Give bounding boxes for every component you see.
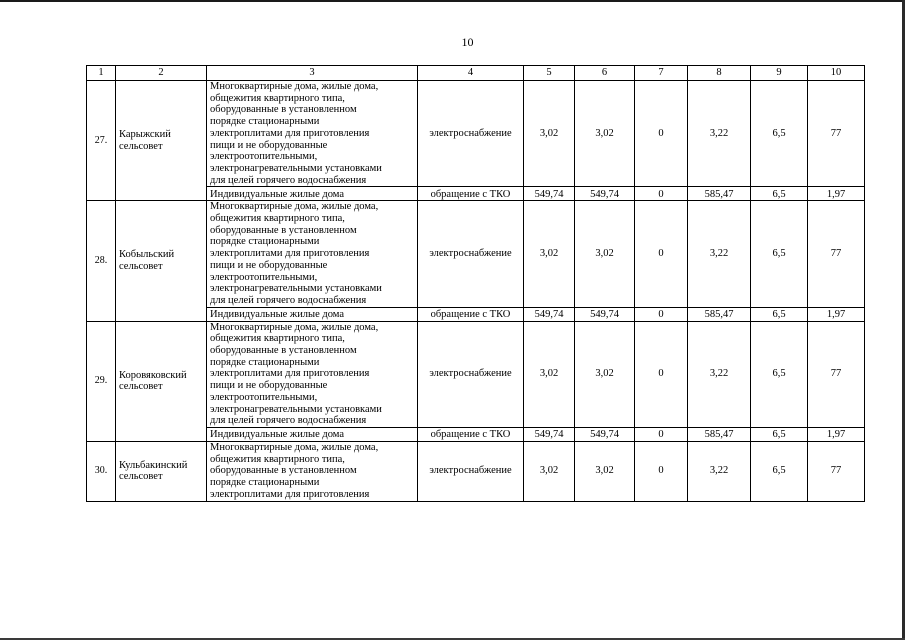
name-line: сельсовет	[119, 260, 163, 272]
desc-line: электронагревательными установками	[210, 403, 382, 415]
value-col-10: 77	[808, 441, 865, 501]
utility-service: обращение с ТКО	[418, 427, 524, 441]
desc-line: порядке стационарными	[210, 477, 320, 489]
value-col-6: 3,02	[575, 81, 635, 187]
municipality-name	[116, 81, 207, 201]
desc-line: порядке стационарными	[210, 116, 320, 128]
utility-service: электроснабжение	[418, 441, 524, 501]
consumer-category	[207, 81, 418, 187]
name-line: сельсовет	[119, 140, 163, 152]
header-cell-1: 1	[87, 66, 116, 81]
header-cell-5: 5	[524, 66, 575, 81]
name-line: сельсовет	[119, 381, 163, 393]
value-col-5: 3,02	[524, 321, 575, 427]
desc-line: Многоквартирные дома, жилые дома,	[210, 321, 379, 333]
value-col-9: 6,5	[751, 441, 808, 501]
desc-line: порядке стационарными	[210, 236, 320, 248]
utility-service: обращение с ТКО	[418, 187, 524, 201]
row-number: 29.	[87, 321, 116, 441]
value-col-7: 0	[635, 427, 688, 441]
header-cell-2: 2	[116, 66, 207, 81]
header-cell-9: 9	[751, 66, 808, 81]
value-col-10: 77	[808, 81, 865, 187]
value-col-9: 6,5	[751, 307, 808, 321]
row-number: 28.	[87, 201, 116, 321]
value-col-9: 6,5	[751, 201, 808, 307]
page-number: 10	[461, 35, 474, 49]
desc-line: для целей горячего водоснабжения	[210, 415, 367, 427]
value-col-8: 3,22	[688, 321, 751, 427]
value-col-7: 0	[635, 321, 688, 427]
value-col-10: 1,97	[808, 427, 865, 441]
value-col-5: 549,74	[524, 427, 575, 441]
municipality-name	[116, 201, 207, 321]
table-row	[87, 81, 865, 187]
desc-line: пищи и не оборудованные	[210, 259, 328, 271]
name-line: сельсовет	[119, 471, 163, 483]
value-col-6: 3,02	[575, 441, 635, 501]
value-col-5: 549,74	[524, 187, 575, 201]
municipality-name	[116, 321, 207, 441]
header-cell-8: 8	[688, 66, 751, 81]
header-row	[87, 66, 865, 81]
value-col-7: 0	[635, 441, 688, 501]
table-row	[87, 201, 865, 307]
scan-edge-top	[0, 0, 905, 2]
row-number: 27.	[87, 81, 116, 201]
value-col-7: 0	[635, 201, 688, 307]
desc-line: электроплитами для приготовления	[210, 368, 370, 380]
value-col-8: 585,47	[688, 187, 751, 201]
value-col-6: 549,74	[575, 427, 635, 441]
row-number: 30.	[87, 441, 116, 501]
header-cell-10: 10	[808, 66, 865, 81]
desc-line: электронагревательными установками	[210, 283, 382, 295]
desc-line: пищи и не оборудованные	[210, 139, 328, 151]
desc-line: оборудованные в установленном	[210, 224, 357, 236]
consumer-category: Индивидуальные жилые дома	[207, 187, 418, 201]
desc-line: общежития квартирного типа,	[210, 92, 345, 104]
value-col-9: 6,5	[751, 81, 808, 187]
value-col-7: 0	[635, 187, 688, 201]
consumer-category: Индивидуальные жилые дома	[207, 307, 418, 321]
desc-line: Многоквартирные дома, жилые дома,	[210, 81, 379, 92]
value-col-9: 6,5	[751, 321, 808, 427]
value-col-9: 6,5	[751, 187, 808, 201]
value-col-8: 585,47	[688, 427, 751, 441]
desc-line: электроплитами для приготовления	[210, 248, 370, 260]
consumer-category	[207, 441, 418, 501]
header-cell-7: 7	[635, 66, 688, 81]
name-line: Коровяковский	[119, 369, 187, 381]
desc-line: пищи и не оборудованные	[210, 380, 328, 392]
value-col-10: 1,97	[808, 307, 865, 321]
municipality-name	[116, 441, 207, 501]
desc-line: оборудованные в установленном	[210, 104, 357, 116]
value-col-5: 3,02	[524, 201, 575, 307]
value-col-6: 549,74	[575, 187, 635, 201]
value-col-8: 3,22	[688, 201, 751, 307]
name-line: Карыжский	[119, 128, 171, 140]
value-col-9: 6,5	[751, 427, 808, 441]
utility-service: электроснабжение	[418, 81, 524, 187]
utility-service: электроснабжение	[418, 321, 524, 427]
desc-line: оборудованные в установленном	[210, 345, 357, 357]
value-col-8: 585,47	[688, 307, 751, 321]
tariff-table	[86, 65, 865, 502]
header-cell-4: 4	[418, 66, 524, 81]
utility-service: обращение с ТКО	[418, 307, 524, 321]
name-line: Кобыльский	[119, 249, 175, 261]
value-col-8: 3,22	[688, 441, 751, 501]
desc-line: электроотопительными,	[210, 151, 318, 163]
value-col-10: 77	[808, 201, 865, 307]
value-col-8: 3,22	[688, 81, 751, 187]
consumer-category	[207, 321, 418, 427]
desc-line: общежития квартирного типа,	[210, 213, 345, 225]
desc-line: оборудованные в установленном	[210, 465, 357, 477]
value-col-7: 0	[635, 307, 688, 321]
desc-line: Многоквартирные дома, жилые дома,	[210, 201, 379, 213]
value-col-6: 3,02	[575, 201, 635, 307]
desc-line: электроплитами для приготовления	[210, 488, 370, 500]
utility-service: электроснабжение	[418, 201, 524, 307]
header-cell-6: 6	[575, 66, 635, 81]
value-col-10: 77	[808, 321, 865, 427]
value-col-6: 549,74	[575, 307, 635, 321]
desc-line: электроплитами для приготовления	[210, 127, 370, 139]
table-row	[87, 321, 865, 427]
desc-line: для целей горячего водоснабжения	[210, 174, 367, 186]
desc-line: порядке стационарными	[210, 356, 320, 368]
desc-line: общежития квартирного типа,	[210, 453, 345, 465]
consumer-category	[207, 201, 418, 307]
desc-line: электроотопительными,	[210, 391, 318, 403]
table-row	[87, 441, 865, 501]
value-col-5: 549,74	[524, 307, 575, 321]
desc-line: электронагревательными установками	[210, 162, 382, 174]
name-line: Кульбакинский	[119, 459, 188, 471]
value-col-5: 3,02	[524, 81, 575, 187]
value-col-5: 3,02	[524, 441, 575, 501]
value-col-6: 3,02	[575, 321, 635, 427]
value-col-7: 0	[635, 81, 688, 187]
desc-line: Многоквартирные дома, жилые дома,	[210, 441, 379, 453]
header-cell-3: 3	[207, 66, 418, 81]
desc-line: общежития квартирного типа,	[210, 333, 345, 345]
consumer-category: Индивидуальные жилые дома	[207, 427, 418, 441]
desc-line: электроотопительными,	[210, 271, 318, 283]
desc-line: для целей горячего водоснабжения	[210, 294, 367, 306]
value-col-10: 1,97	[808, 187, 865, 201]
